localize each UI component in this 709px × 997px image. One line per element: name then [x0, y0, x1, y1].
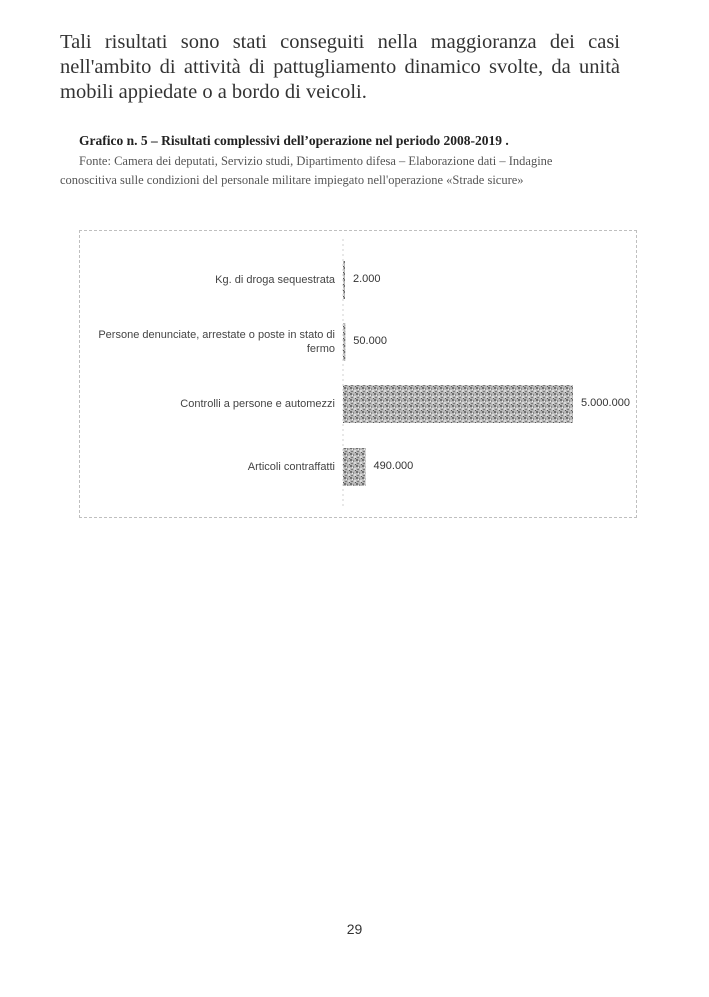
- category-label: Controlli a persone e automezzi: [180, 398, 335, 410]
- bar: [343, 385, 573, 423]
- value-label: 2.000: [353, 273, 381, 285]
- category-label: Articoli contraffatti: [247, 461, 335, 473]
- figure-source: Fonte: Camera dei deputati, Servizio studi, Dipartimento difesa – Elaborazione dati – Indagine conoscitiva sulle condizioni del personale militare impiegato nell'operazione «Strade sicure»: [60, 154, 553, 187]
- bar-chart: [79, 230, 637, 518]
- page-number: 29: [346, 921, 363, 937]
- value-label: 490.000: [373, 460, 414, 472]
- value-label: 50.000: [353, 335, 387, 347]
- body-paragraph: Tali risultati sono stati conseguiti nella maggioranza dei casi nell'ambito di attività di pattugliamento dinamico svolte, da unità mobili appiedate o a bordo di veicoli.: [60, 31, 620, 103]
- figure-title: Grafico n. 5 – Risultati complessivi dell’operazione nel periodo 2008-2019 .: [79, 133, 509, 148]
- bar: [343, 448, 366, 486]
- category-label: Persone denunciate, arrestate o poste in stato di fermo: [98, 329, 335, 355]
- bar: [343, 323, 345, 361]
- category-label: Kg. di droga sequestrata: [215, 274, 335, 286]
- value-label: 5.000.000: [581, 397, 630, 409]
- bar: [343, 261, 345, 299]
